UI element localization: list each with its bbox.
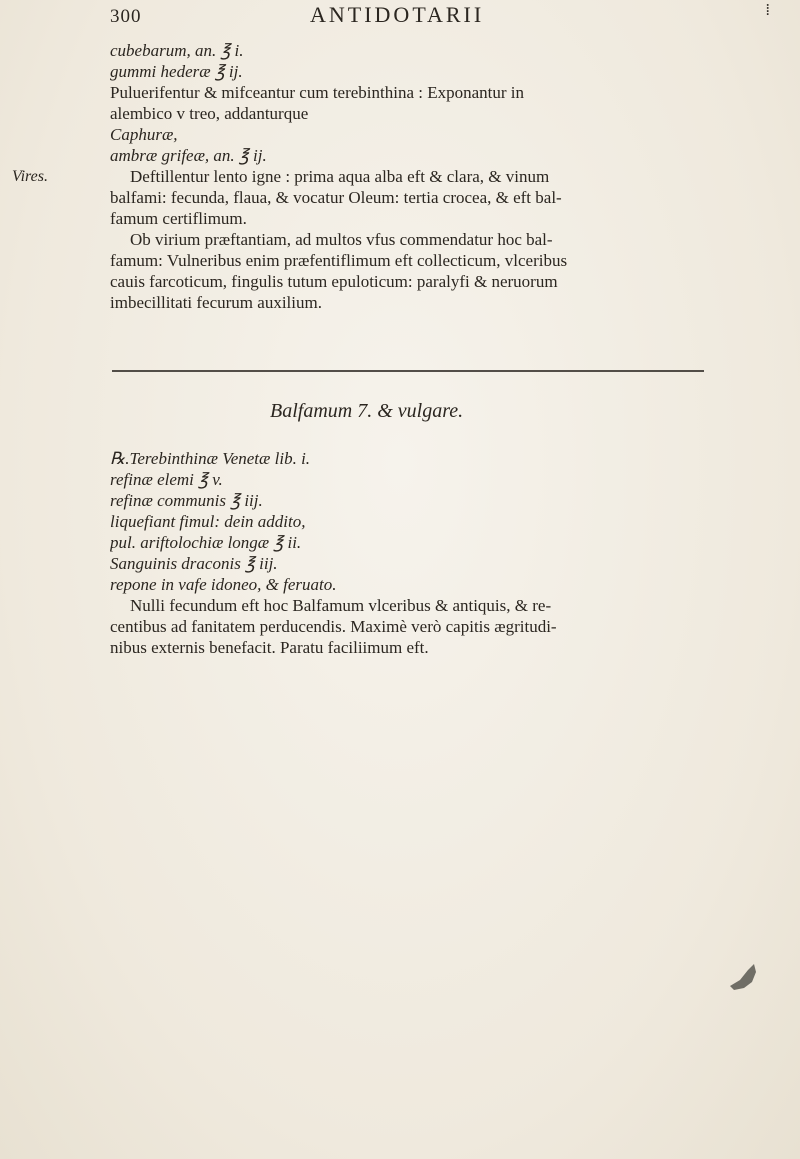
running-head: ANTIDOTARII: [310, 2, 485, 27]
text-line: Puluerifentur & mifceantur cum terebinthina : Exponantur in: [110, 83, 525, 102]
text-line: nibus externis benefacit. Paratu faciliimum eft.: [110, 638, 429, 657]
recipe-2-text: [110, 448, 740, 658]
text-line: famum: Vulneribus enim præfentiflimum eft collecticum, vlceribus: [110, 251, 568, 270]
margin-note: Vires.: [12, 168, 48, 185]
section-title: Balfamum 7. & vulgare.: [270, 400, 464, 422]
page-header: [110, 2, 770, 30]
text-line: famum certiflimum.: [110, 209, 247, 228]
text-line: Caphuræ,: [110, 125, 178, 144]
text-line: ambræ grifeæ, an. ℥ ij.: [110, 146, 267, 165]
text-line: imbecillitati fecurum auxilium.: [110, 293, 322, 312]
text-line: Sanguinis draconis ℥ iij.: [110, 554, 278, 573]
text-line: liquefiant fimul: dein addito,: [110, 512, 306, 531]
text-line: centibus ad fanitatem perducendis. Maximè verò capitis ægritudi-: [110, 617, 557, 636]
section-divider: [112, 370, 704, 372]
text-line: Nulli fecundum eft hoc Balfamum vlceribus & antiquis, & re-: [130, 596, 552, 615]
text-line: alembico v treo, addanturque: [110, 104, 309, 123]
text-line: gummi hederæ ℥ ij.: [110, 62, 243, 81]
text-line: pul. ariftolochiæ longæ ℥ ii.: [110, 533, 302, 552]
corner-mark: ⁞: [765, 2, 770, 19]
text-line: balfami: fecunda, flaua, & vocatur Oleum: tertia crocea, & eft bal-: [110, 188, 562, 207]
text-line: ℞.Terebinthinæ Venetæ lib. i.: [110, 449, 311, 468]
text-line: cauis farcoticum, fingulis tutum epuloticum: paralyfi & neruorum: [110, 272, 558, 291]
recipe-1-text: [110, 40, 740, 313]
text-line: repone in vafe idoneo, & feruato.: [110, 575, 337, 594]
text-line: refinæ communis ℥ iij.: [110, 491, 263, 510]
text-line: Ob virium præftantiam, ad multos vfus commendatur hoc bal-: [130, 230, 553, 249]
page-number: 300: [110, 6, 142, 27]
text-line: cubebarum, an. ℥ i.: [110, 41, 244, 60]
text-line: Deftillentur lento igne : prima aqua alba eft & clara, & vinum: [130, 167, 550, 186]
ink-blot-icon: [726, 960, 760, 994]
text-line: refinæ elemi ℥ v.: [110, 470, 223, 489]
